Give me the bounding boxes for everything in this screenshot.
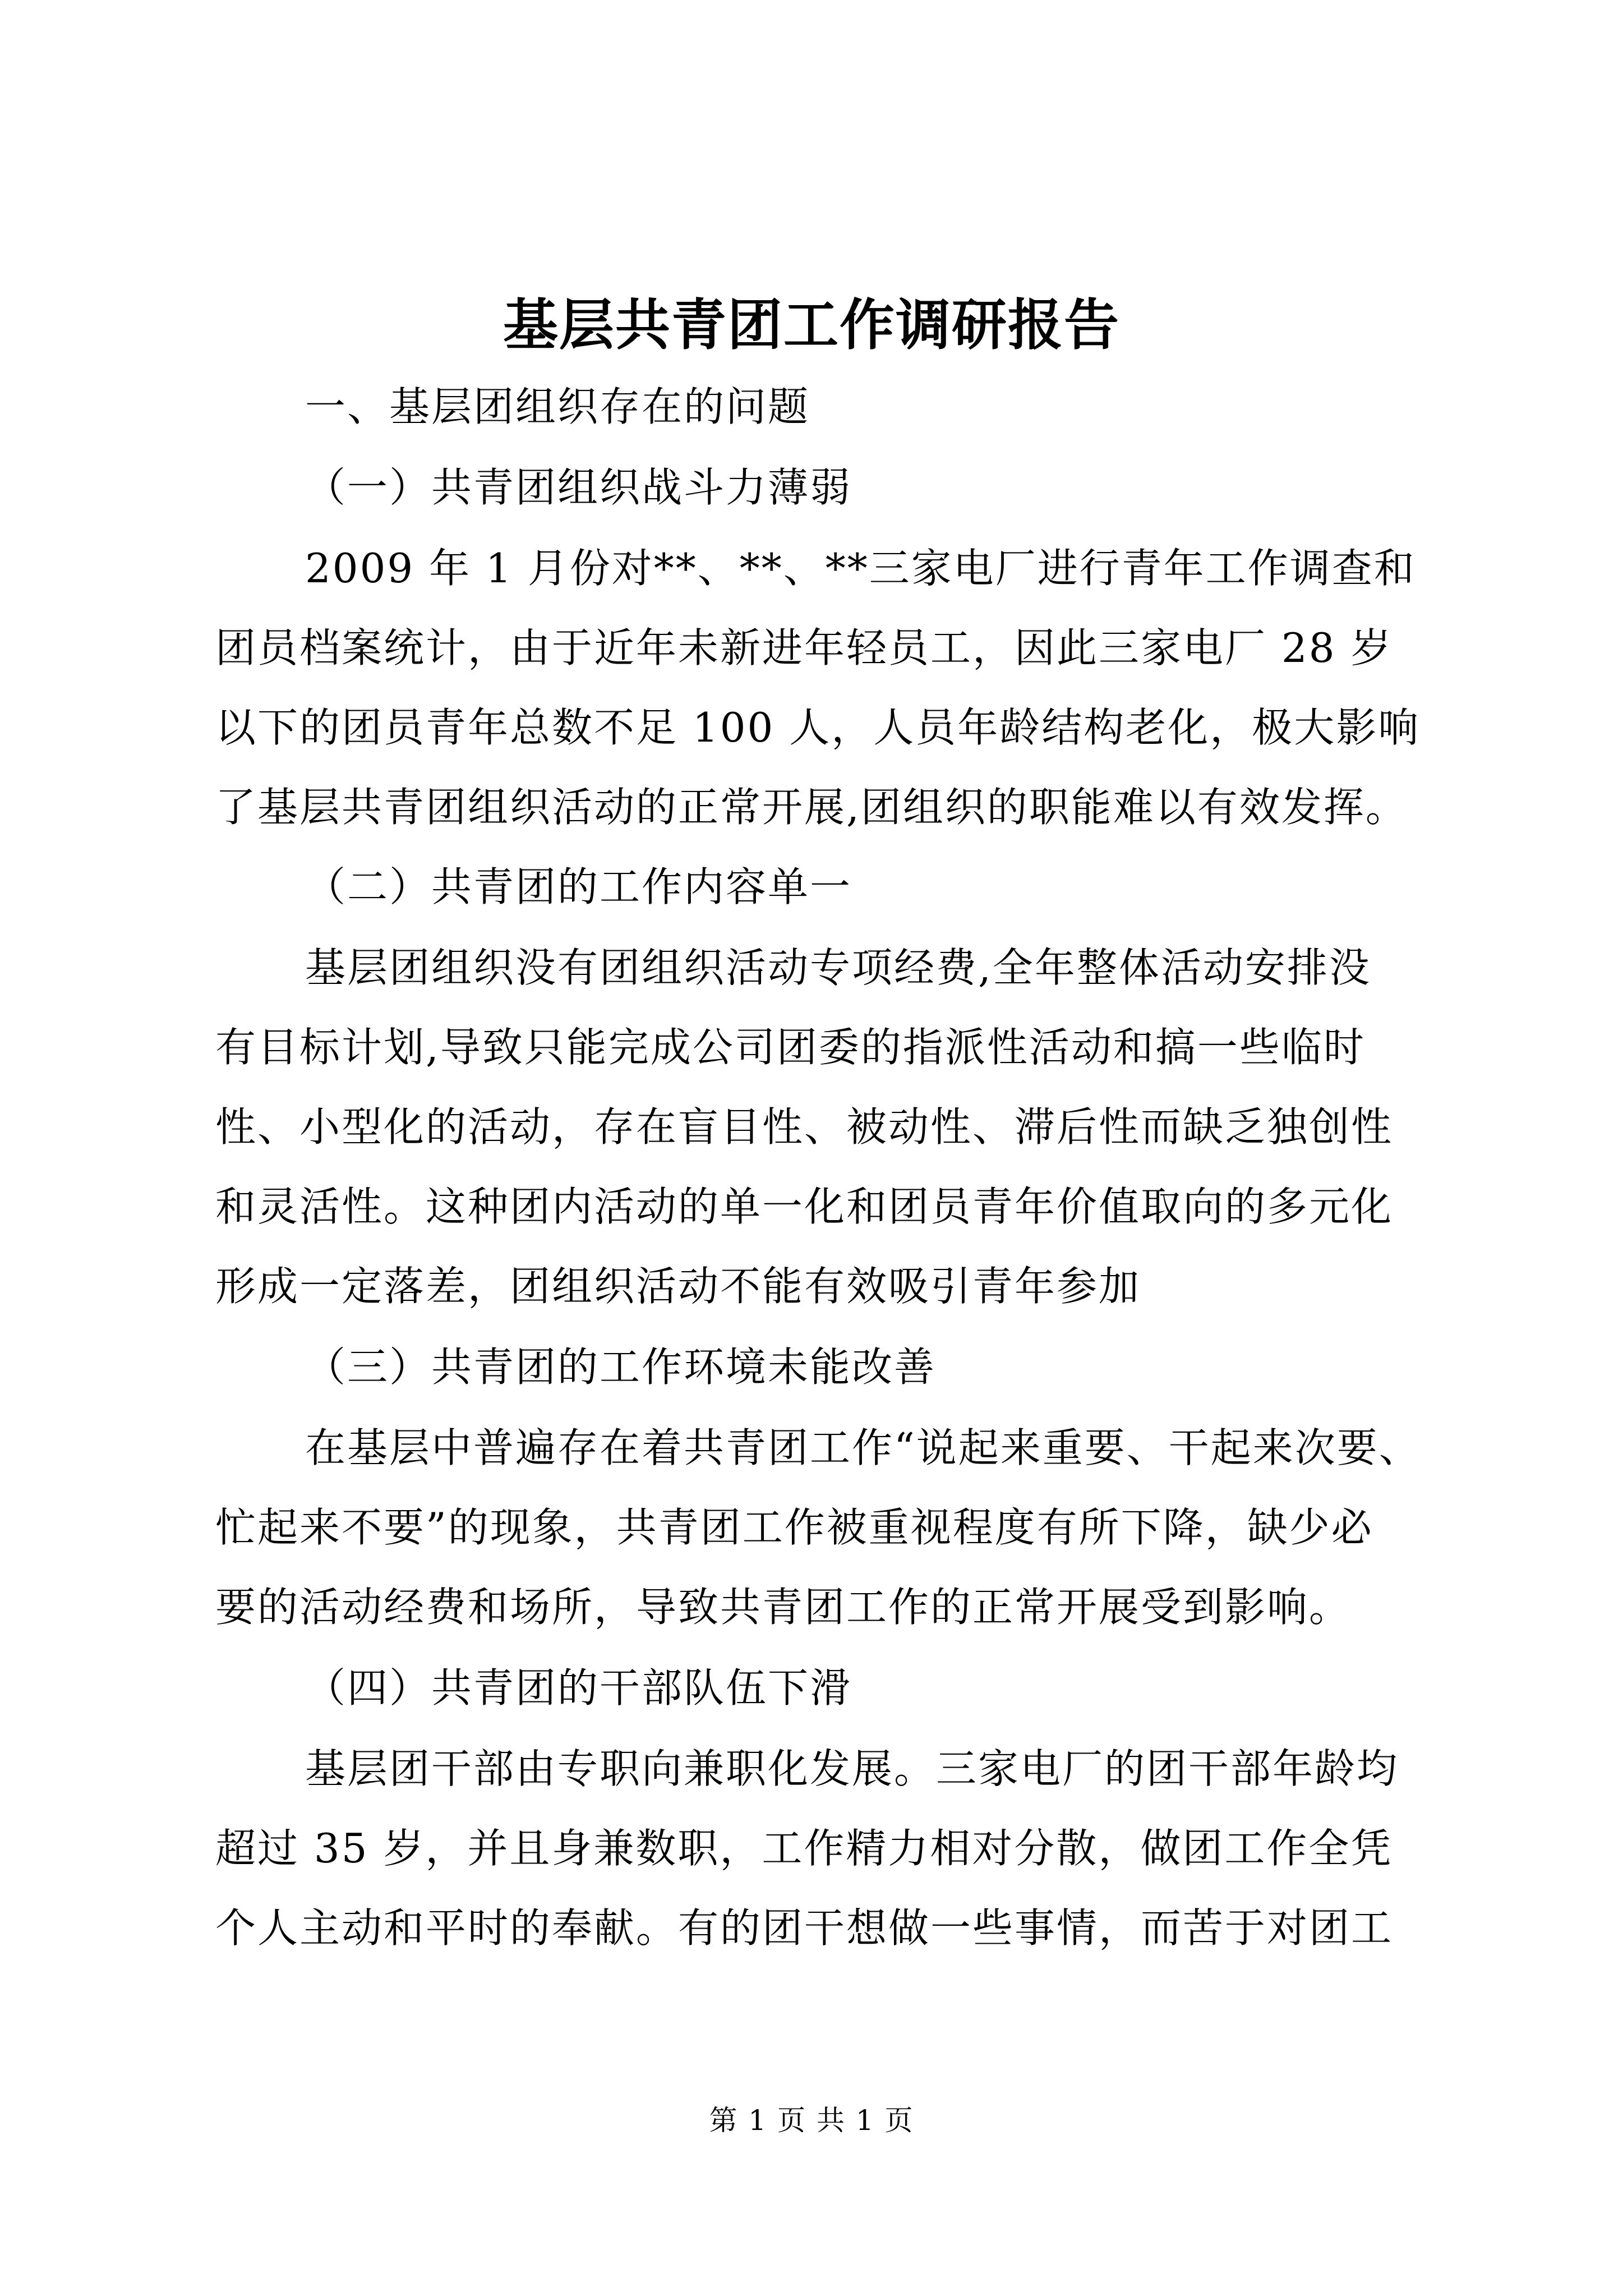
paragraph-line: 以下的团员青年总数不足 100 人，人员年龄结构老化，极大影响 <box>215 704 1421 751</box>
document-title: 基层共青团工作调研报告 <box>502 293 1120 357</box>
paragraph-line: 在基层中普遍存在着共青团工作“说起来重要、干起来次要、 <box>305 1424 1421 1471</box>
paragraph-line: 和灵活性。这种团内活动的单一化和团员青年价值取向的多元化 <box>215 1183 1394 1230</box>
subsection-heading-2: （二）共青团的工作内容单一 <box>305 863 852 910</box>
paragraph-line: 忙起来不要”的现象，共青团工作被重视程度有所下降，缺少必 <box>215 1504 1373 1551</box>
paragraph-line: 了基层共青团组织活动的正常开展,团组织的职能难以有效发挥。 <box>215 784 1408 831</box>
paragraph-line: 2009 年 1 月份对**、**、**三家电厂进行青年工作调查和 <box>305 545 1416 592</box>
paragraph-line: 形成一定落差，团组织活动不能有效吸引青年参加 <box>215 1263 1141 1310</box>
paragraph-line: 基层团组织没有团组织活动专项经费,全年整体活动安排没 <box>305 944 1371 991</box>
subsection-heading-3: （三）共青团的工作环境未能改善 <box>305 1343 937 1391</box>
paragraph-line: 有目标计划,导致只能完成公司团委的指派性活动和搞一些临时 <box>215 1024 1366 1071</box>
section-heading-1: 一、基层团组织存在的问题 <box>305 383 810 430</box>
paragraph-line: 性、小型化的活动，存在盲目性、被动性、滞后性而缺乏独创性 <box>215 1103 1394 1151</box>
paragraph-line: 基层团干部由专职向兼职化发展。三家电厂的团干部年龄均 <box>305 1745 1399 1792</box>
subsection-heading-4: （四）共青团的干部队伍下滑 <box>305 1664 852 1711</box>
paragraph-line: 个人主动和平时的奉献。有的团干想做一些事情，而苦于对团工 <box>215 1904 1394 1952</box>
paragraph-line: 超过 35 岁，并且身兼数职，工作精力相对分散，做团工作全凭 <box>215 1825 1393 1872</box>
subsection-heading-1: （一）共青团组织战斗力薄弱 <box>305 464 852 511</box>
paragraph-line: 要的活动经费和场所，导致共青团工作的正常开展受到影响。 <box>215 1584 1352 1631</box>
paragraph-line: 团员档案统计，由于近年未新进年轻员工，因此三家电厂 28 岁 <box>215 624 1393 671</box>
page-footer: 第 1 页 共 1 页 <box>709 2104 914 2137</box>
